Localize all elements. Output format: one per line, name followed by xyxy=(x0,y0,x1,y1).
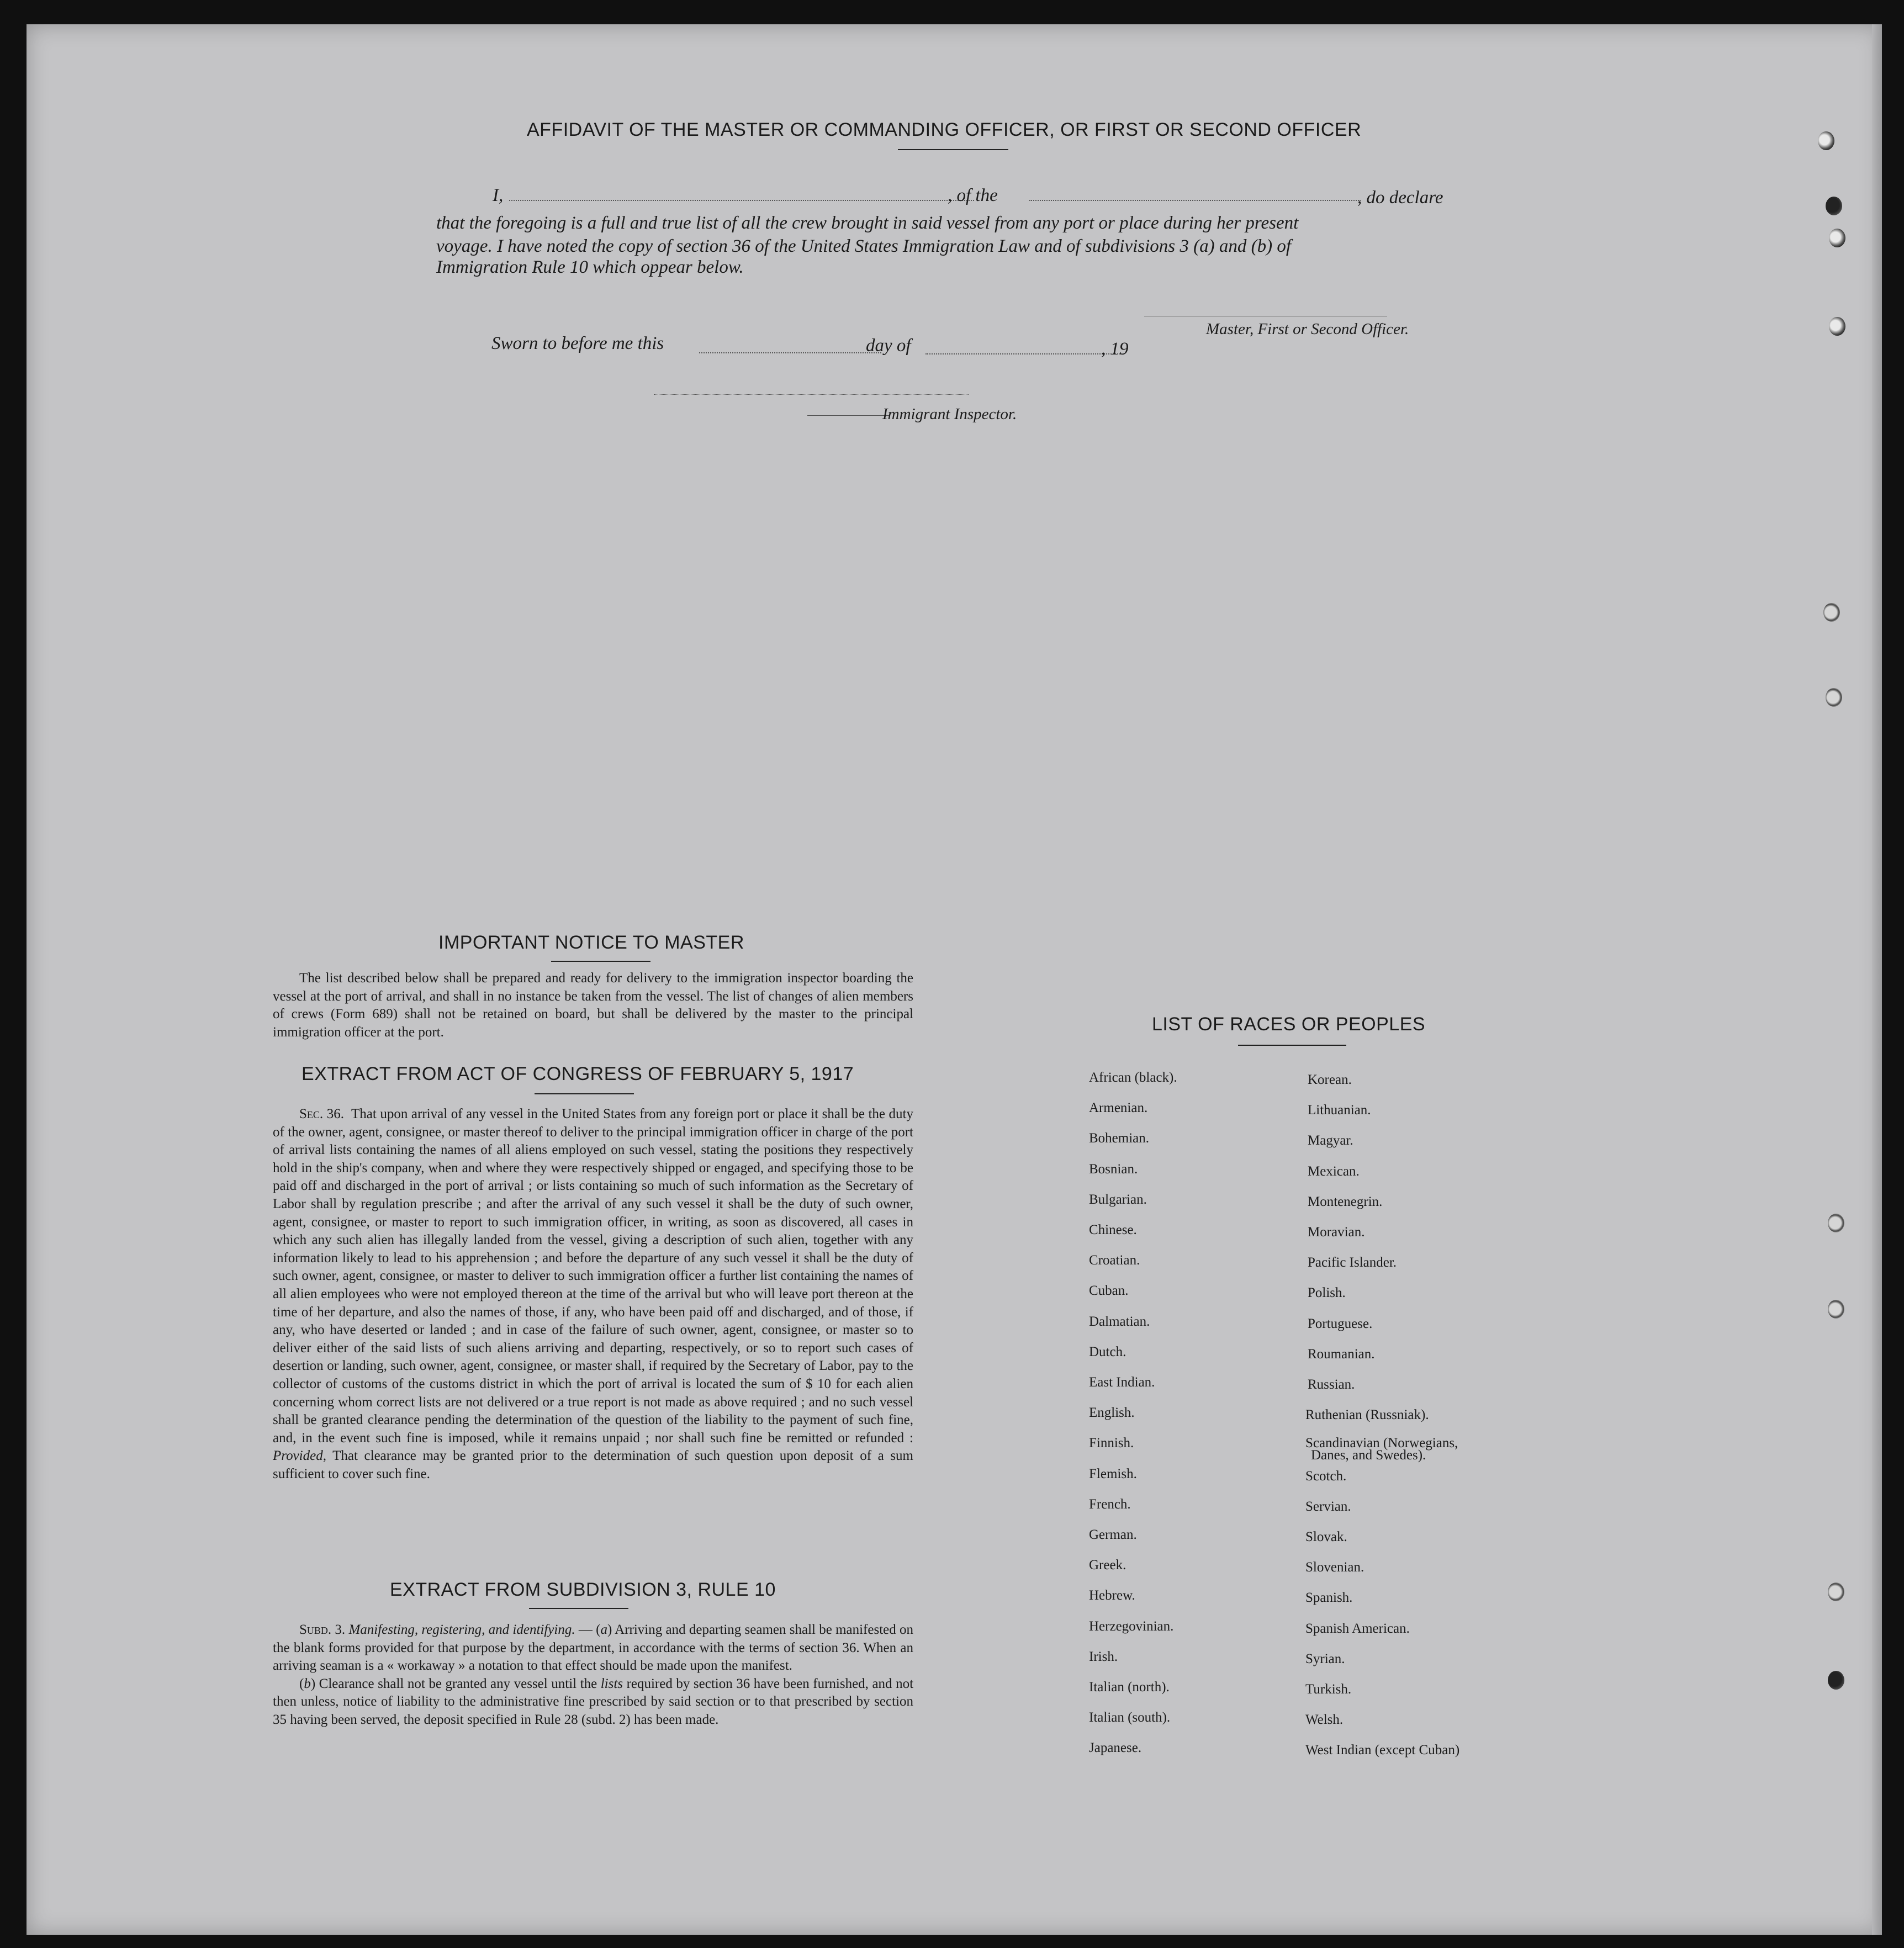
inspector-label: Immigrant Inspector. xyxy=(882,405,1017,423)
rule-title: EXTRACT FROM SUBDIVISION 3, RULE 10 xyxy=(390,1579,776,1600)
race-item: Slovenian. xyxy=(1305,1560,1364,1575)
race-item: Welsh. xyxy=(1305,1712,1344,1728)
race-item: English. xyxy=(1089,1405,1135,1421)
affidavit-title: AFFIDAVIT OF THE MASTER OR COMMANDING OFFICER, OR FIRST OR SECOND OFFICER xyxy=(527,119,1362,140)
rule-paragraph-b xyxy=(273,1675,913,1729)
notice-title-rule xyxy=(551,961,650,962)
race-item: Scotch. xyxy=(1305,1468,1347,1484)
race-item: Hebrew. xyxy=(1089,1588,1135,1603)
notice-title: IMPORTANT NOTICE TO MASTER xyxy=(438,932,744,953)
punch-hole xyxy=(1828,1671,1844,1690)
race-item: Polish. xyxy=(1308,1285,1346,1301)
punch-hole xyxy=(1828,1300,1844,1319)
race-item: Cuban. xyxy=(1089,1283,1129,1299)
b-letter: b xyxy=(304,1676,311,1691)
affidavit-line-2: voyage. I have noted the copy of section 36 of the United States Immigration Law and of subdivisions 3 (a) and (b) of xyxy=(436,236,1292,256)
inspector-signature-blank[interactable] xyxy=(654,394,969,395)
race-item: Slovak. xyxy=(1305,1529,1347,1544)
race-item: Russian. xyxy=(1308,1377,1355,1392)
race-item: Flemish. xyxy=(1089,1466,1137,1481)
name-blank[interactable] xyxy=(509,200,974,201)
subd-label: Subd. 3. xyxy=(299,1622,346,1637)
sworn-day-blank[interactable] xyxy=(699,352,881,353)
affidavit-title-rule xyxy=(898,149,1008,150)
race-item: Syrian. xyxy=(1305,1651,1345,1666)
b-open: ( xyxy=(299,1676,304,1691)
race-item: Spanish. xyxy=(1305,1590,1353,1606)
race-item: Montenegrin. xyxy=(1308,1194,1383,1209)
b-text-2: required by section 36 have been furnished, and not then unless, notice of liability to the administrative fine prescribed by said section or to that prescribed by section 35 having been served, the deposit specified in Rule 28 (subd. 2) has been made. xyxy=(273,1676,914,1727)
notice-text xyxy=(273,970,913,1041)
sworn-text: Sworn to before me this xyxy=(491,334,664,353)
subd-title: Manifesting, registering, and identifying. xyxy=(348,1622,575,1637)
race-item: Moravian. xyxy=(1308,1225,1365,1240)
act-title-rule xyxy=(535,1093,634,1094)
race-item: Italian (north). xyxy=(1089,1680,1170,1695)
affidavit-line-1: that the foregoing is a full and true list of all the crew brought in said vessel from any port or place during her present xyxy=(436,213,1299,233)
race-item: East Indian. xyxy=(1089,1375,1155,1390)
punch-hole xyxy=(1826,197,1842,215)
race-item: Servian. xyxy=(1305,1499,1351,1514)
act-provided: Provided, xyxy=(273,1448,326,1464)
race-item: Bulgarian. xyxy=(1089,1192,1147,1207)
act-text xyxy=(273,1105,913,1483)
race-item: Magyar. xyxy=(1308,1133,1353,1148)
race-item: German. xyxy=(1089,1527,1137,1542)
act-text-after: That clearance may be granted prior to the determination of such question upon deposit of a sum sufficient to cover such fine. xyxy=(273,1448,913,1481)
race-item: Greek. xyxy=(1089,1558,1126,1573)
punch-hole xyxy=(1828,1582,1844,1601)
races-title: LIST OF RACES OR PEOPLES xyxy=(1152,1014,1426,1035)
punch-hole xyxy=(1818,131,1834,150)
race-item: Croatian. xyxy=(1089,1253,1140,1268)
day-of-text: day of xyxy=(866,336,911,356)
punch-hole xyxy=(1826,688,1842,707)
affidavit-line-3: Immigration Rule 10 which oppear below. xyxy=(436,257,744,277)
sworn-month-blank[interactable] xyxy=(925,353,1124,354)
punch-hole xyxy=(1829,229,1845,247)
a-letter: a xyxy=(600,1622,607,1637)
race-item: Irish. xyxy=(1089,1649,1118,1664)
race-item: Lithuanian. xyxy=(1308,1103,1371,1118)
race-item: French. xyxy=(1089,1496,1131,1512)
race-item: Armenian. xyxy=(1089,1100,1148,1116)
race-item: Portuguese. xyxy=(1308,1316,1373,1331)
vessel-blank[interactable] xyxy=(1029,200,1361,201)
a-text: ) Arriving and departing seamen shall be manifested on the blank forms provided for that purpose by the department, in accordance with the terms of section 36. When an arriving seaman is a « workaway » a notation to that effect should be made upon the manifest. xyxy=(273,1622,913,1674)
race-item: Dalmatian. xyxy=(1089,1314,1150,1329)
b-text-1: ) Clearance shall not be granted any vessel until the xyxy=(310,1676,597,1691)
a-dash: — ( xyxy=(575,1622,601,1637)
document-page xyxy=(27,24,1882,1935)
race-item: Chinese. xyxy=(1089,1222,1137,1237)
master-label: Master, First or Second Officer. xyxy=(1206,320,1409,338)
sec-label: Sec. 36. xyxy=(299,1107,344,1121)
race-item: Japanese. xyxy=(1089,1740,1142,1756)
race-item: Italian (south). xyxy=(1089,1710,1171,1725)
race-item: West Indian (except Cuban) xyxy=(1305,1743,1460,1758)
notice-paragraph: The list described below shall be prepared and ready for delivery to the immigration inspector boarding the vessel at the port of arrival, and shall in no instance be taken from the vessel. The list of changes of alien members of crews (Form 689) shall not be retained on board, but shall be delivered by the master to the principal immigration officer at the port. xyxy=(273,971,913,1040)
race-item: Roumanian. xyxy=(1308,1346,1375,1362)
race-item: Ruthenian (Russniak). xyxy=(1305,1407,1429,1423)
race-item: Bosnian. xyxy=(1089,1161,1138,1177)
rule-paragraph-a xyxy=(273,1621,913,1675)
race-item: Spanish American. xyxy=(1305,1621,1410,1636)
page-edge-shadow xyxy=(1872,24,1882,1935)
race-item: Mexican. xyxy=(1308,1163,1360,1179)
affidavit-of-the: , of the xyxy=(948,186,998,205)
race-item: Herzegovinian. xyxy=(1089,1618,1174,1634)
year-text: , 19 xyxy=(1101,339,1129,359)
rule-title-rule xyxy=(529,1608,628,1609)
affidavit-i: I, xyxy=(493,186,504,205)
race-item: African (black). xyxy=(1089,1070,1177,1085)
races-title-rule xyxy=(1238,1045,1346,1046)
race-item: Scandinavian (Norwegians, xyxy=(1305,1436,1458,1451)
punch-hole xyxy=(1829,317,1845,336)
punch-hole xyxy=(1828,1214,1844,1232)
race-item: Turkish. xyxy=(1305,1682,1352,1697)
act-text-before: That upon arrival of any vessel in the United States from any foreign port or place it shall be the duty of the owner, agent, consignee, or master thereof to deliver to the principal immigration officer in charge of the port of arrival lists containing the names of all aliens employed on such vessel, stating the positions they respectively hold in the ship's company, when and where they were respectively shipped or engaged, and specifying those to be paid off and discharged in the port of arrival ; or lists containing so much of such information as the Secretary of Labor shall by regulation prescribe ; and after the arrival of any such vessel it shall be the duty of such owner, agent, consignee, or master to report to such immigration officer, in writing, as soon as discovered, all cases in which any such alien has illegally landed from the vessel, giving a description of such alien, together with any information likely to lead to his apprehension ; and before the departure of any such vessel it shall be the duty of such owner, agent, consignee, or master to deliver to such immigration officer a further list containing the names of all alien employees who were not employed thereon at the time of the arrival but who will leave port thereon at the time of her departure, and also the names of those, if any, who have been paid off and discharged, and of those, if any, who have deserted or landed ; and in case of the failure of such owner, agent, consignee, or master so to deliver either of the said lists of such aliens arriving and departing, respectively, or so to report such cases of desertion or landing, such owner, agent, consignee, or master shall, if required by the Secretary of Labor, pay to the collector of customs of the customs district in which the port of arrival is located the sum of $ 10 for each alien concerning whom correct lists are not delivered or a true report is not made as above required ; and no such vessel shall be granted clearance pending the determination of the question of the liability to the payment of such fine, and, in the event such fine is imposed, while it remains unpaid ; nor shall such fine be remitted or refunded : xyxy=(273,1107,913,1446)
race-item: Finnish. xyxy=(1089,1436,1134,1451)
rule-text xyxy=(273,1621,913,1729)
scandinavian-continuation: Danes, and Swedes). xyxy=(1311,1448,1426,1463)
punch-hole xyxy=(1823,603,1840,622)
affidavit-do-declare: , do declare xyxy=(1357,188,1443,208)
race-item: Pacific Islander. xyxy=(1308,1255,1397,1271)
race-item: Bohemian. xyxy=(1089,1131,1150,1146)
act-title: EXTRACT FROM ACT OF CONGRESS OF FEBRUARY 5, 1917 xyxy=(302,1063,854,1084)
race-item: Dutch. xyxy=(1089,1344,1126,1359)
b-lists: lists xyxy=(600,1676,623,1691)
race-item: Korean. xyxy=(1308,1072,1352,1087)
inspector-short-blank[interactable] xyxy=(807,415,890,416)
act-paragraph xyxy=(273,1105,913,1483)
